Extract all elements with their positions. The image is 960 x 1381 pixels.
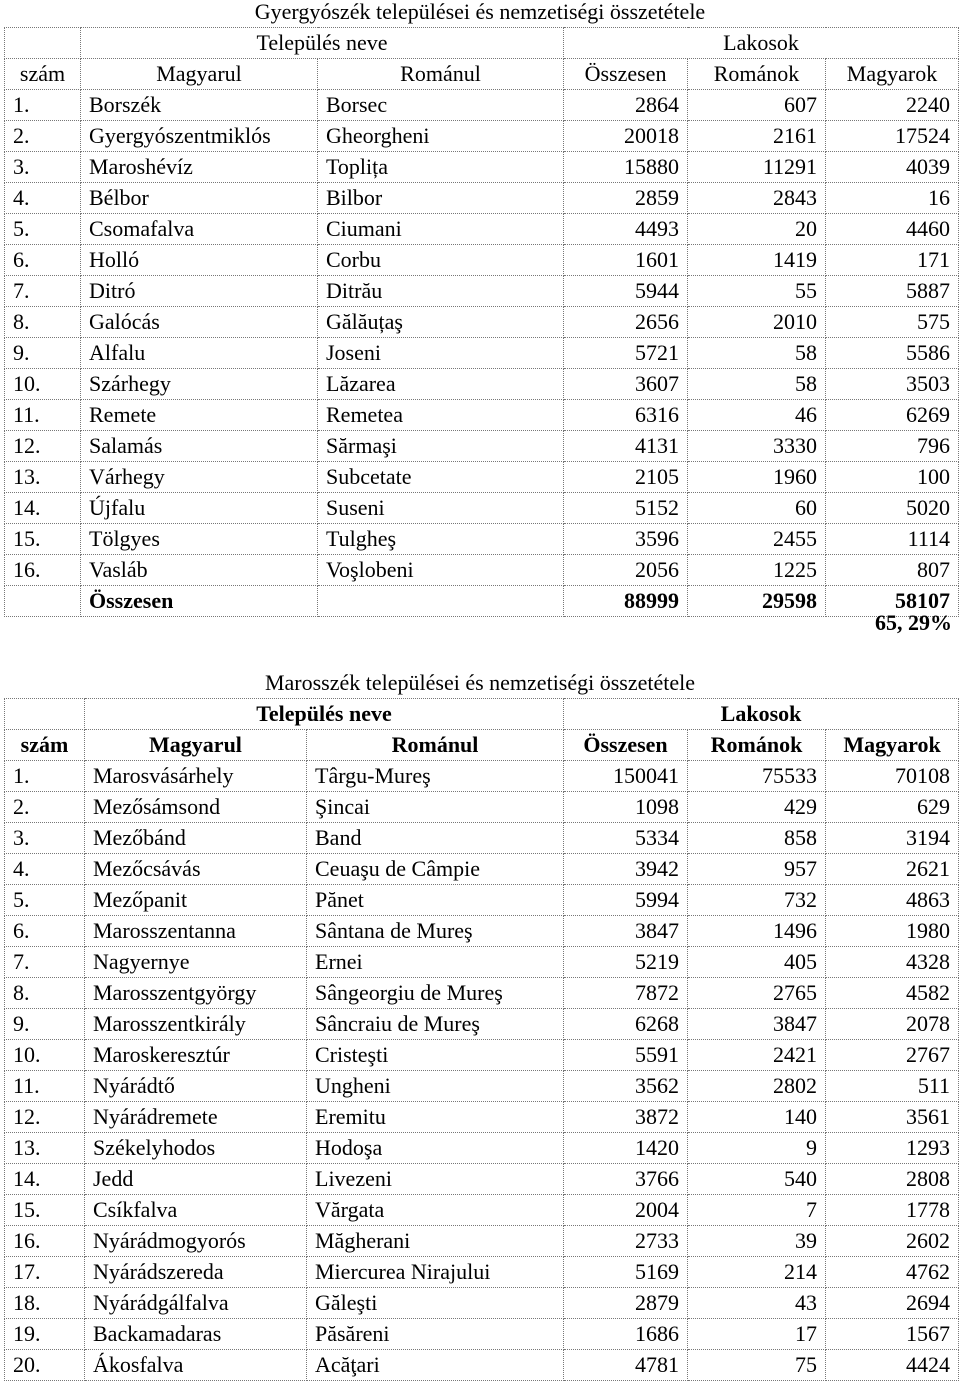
hungarians-count-cell: 17524	[826, 121, 959, 152]
total-population-cell: 3596	[564, 524, 688, 555]
row-number-cell: 8.	[5, 978, 85, 1009]
table-row	[5, 307, 959, 338]
column-header-total-population: Összesen	[564, 730, 688, 761]
group-header-settlement-name: Település neve	[81, 28, 564, 59]
hungarians-count-cell: 70108	[826, 761, 959, 792]
romanian-name-cell: Voşlobeni	[318, 555, 564, 586]
romanian-name-cell: Sărmaşi	[318, 431, 564, 462]
column-header-hungarians-count: Magyarok	[826, 730, 959, 761]
table-row	[5, 854, 959, 885]
hungarian-name-cell: Alfalu	[81, 338, 318, 369]
total-population-cell: 1601	[564, 245, 688, 276]
row-number-cell: 1.	[5, 761, 85, 792]
hungarians-count-cell: 2602	[826, 1226, 959, 1257]
hungarians-count-cell: 5020	[826, 493, 959, 524]
row-number-cell: 12.	[5, 1102, 85, 1133]
romanians-count-cell: 7	[688, 1195, 826, 1226]
romanians-count-cell: 11291	[688, 152, 826, 183]
table-row	[5, 214, 959, 245]
romanian-name-cell: Ditrău	[318, 276, 564, 307]
hungarian-name-cell: Holló	[81, 245, 318, 276]
romanians-count-cell: 3330	[688, 431, 826, 462]
total-population-cell: 2056	[564, 555, 688, 586]
hungarian-name-cell: Jedd	[85, 1164, 307, 1195]
hungarian-name-cell: Csíkfalva	[85, 1195, 307, 1226]
row-number-cell: 8.	[5, 307, 81, 338]
romanians-count-cell: 75	[688, 1350, 826, 1381]
romanians-count-cell: 214	[688, 1257, 826, 1288]
romanians-count-cell: 75533	[688, 761, 826, 792]
romanian-name-cell: Band	[307, 823, 564, 854]
total-population-cell: 3847	[564, 916, 688, 947]
romanian-name-cell: Hodoşa	[307, 1133, 564, 1164]
hungarians-count-cell: 1778	[826, 1195, 959, 1226]
table1-title: Gyergyószék települései és nemzetiségi összetétele	[254, 0, 706, 24]
romanian-name-cell: Vărgata	[307, 1195, 564, 1226]
row-number-cell: 6.	[5, 245, 81, 276]
romanian-name-cell: Joseni	[318, 338, 564, 369]
table-row	[5, 90, 959, 121]
hungarians-count-cell: 100	[826, 462, 959, 493]
hungarians-count-cell: 2240	[826, 90, 959, 121]
table-row	[5, 885, 959, 916]
hungarians-count-cell: 807	[826, 555, 959, 586]
table2-title: Marosszék települései és nemzetiségi összetétele	[264, 670, 696, 695]
column-header-total-population: Összesen	[564, 59, 688, 90]
row-number-cell: 1.	[5, 90, 81, 121]
romanians-count-cell: 140	[688, 1102, 826, 1133]
total-population-cell: 5591	[564, 1040, 688, 1071]
romanian-name-cell: Sântana de Mureş	[307, 916, 564, 947]
hungarian-name-cell: Gyergyószentmiklós	[81, 121, 318, 152]
romanian-name-cell: Târgu-Mureş	[307, 761, 564, 792]
hungarians-count-cell: 2767	[826, 1040, 959, 1071]
hungarians-count-cell: 4582	[826, 978, 959, 1009]
hungarian-name-cell: Tölgyes	[81, 524, 318, 555]
romanians-count-cell: 540	[688, 1164, 826, 1195]
table-row	[5, 1350, 959, 1381]
romanians-count-cell: 1496	[688, 916, 826, 947]
row-number-cell: 2.	[5, 121, 81, 152]
row-number-cell: 3.	[5, 823, 85, 854]
romanians-count-cell: 429	[688, 792, 826, 823]
hungarians-count-cell: 629	[826, 792, 959, 823]
romanian-name-cell: Borsec	[318, 90, 564, 121]
total-population-cell: 4493	[564, 214, 688, 245]
table-row	[5, 792, 959, 823]
hungarian-name-cell: Szárhegy	[81, 369, 318, 400]
total-hungarians-count-cell: 58107	[826, 586, 959, 617]
hungarians-count-cell: 1114	[826, 524, 959, 555]
row-number-cell: 9.	[5, 338, 81, 369]
row-number-cell: 5.	[5, 885, 85, 916]
table1-body	[5, 28, 959, 617]
total-population-cell: 6268	[564, 1009, 688, 1040]
romanian-name-cell: Păsăreni	[307, 1319, 564, 1350]
group-header-row	[5, 28, 959, 59]
romanians-count-cell: 957	[688, 854, 826, 885]
romanian-name-cell: Subcetate	[318, 462, 564, 493]
romanians-count-cell: 2161	[688, 121, 826, 152]
row-number-cell: 6.	[5, 916, 85, 947]
hungarian-name-cell: Mezőcsávás	[85, 854, 307, 885]
hungarian-name-cell: Maroshévíz	[81, 152, 318, 183]
hungarians-count-cell: 4863	[826, 885, 959, 916]
hungarians-count-cell: 4762	[826, 1257, 959, 1288]
total-population-cell: 2859	[564, 183, 688, 214]
total-hungarian-name-cell: Összesen	[81, 586, 318, 617]
total-total-population-cell: 88999	[564, 586, 688, 617]
total-population-cell: 1420	[564, 1133, 688, 1164]
column-header-romanian-name: Románul	[307, 730, 564, 761]
hungarians-count-cell: 3561	[826, 1102, 959, 1133]
table-row	[5, 524, 959, 555]
total-population-cell: 2879	[564, 1288, 688, 1319]
total-population-cell: 3872	[564, 1102, 688, 1133]
romanian-name-cell: Sâncraiu de Mureş	[307, 1009, 564, 1040]
hungarian-name-cell: Borszék	[81, 90, 318, 121]
hungarians-count-cell: 575	[826, 307, 959, 338]
row-number-cell: 3.	[5, 152, 81, 183]
romanian-name-cell: Livezeni	[307, 1164, 564, 1195]
row-number-cell: 17.	[5, 1257, 85, 1288]
hungarian-name-cell: Mezőpanit	[85, 885, 307, 916]
total-population-cell: 2864	[564, 90, 688, 121]
group-header-row	[5, 699, 959, 730]
romanians-count-cell: 1960	[688, 462, 826, 493]
hungarians-count-cell: 2621	[826, 854, 959, 885]
hungarian-name-cell: Remete	[81, 400, 318, 431]
romanians-count-cell: 1225	[688, 555, 826, 586]
romanians-count-cell: 46	[688, 400, 826, 431]
column-header-row	[5, 730, 959, 761]
table-row	[5, 1133, 959, 1164]
hungarian-name-cell: Nyárádremete	[85, 1102, 307, 1133]
empty-header-cell	[5, 699, 85, 730]
hungarian-name-cell: Nyárádszereda	[85, 1257, 307, 1288]
table-row	[5, 152, 959, 183]
gyergyoszek-table	[4, 27, 959, 617]
total-population-cell: 5219	[564, 947, 688, 978]
row-number-cell: 11.	[5, 400, 81, 431]
column-header-row	[5, 59, 959, 90]
row-number-cell: 2.	[5, 792, 85, 823]
hungarian-name-cell: Várhegy	[81, 462, 318, 493]
table-row	[5, 1288, 959, 1319]
total-population-cell: 7872	[564, 978, 688, 1009]
romanian-name-cell: Gălăuțaş	[318, 307, 564, 338]
romanians-count-cell: 20	[688, 214, 826, 245]
total-population-cell: 2733	[564, 1226, 688, 1257]
marosszek-table	[4, 698, 959, 1381]
hungarian-name-cell: Marosszentgyörgy	[85, 978, 307, 1009]
table-row	[5, 1102, 959, 1133]
table-row	[5, 1257, 959, 1288]
table-row	[5, 1319, 959, 1350]
hungarian-name-cell: Ákosfalva	[85, 1350, 307, 1381]
row-number-cell: 4.	[5, 854, 85, 885]
hungarians-count-cell: 171	[826, 245, 959, 276]
table2-body	[5, 699, 959, 1381]
hungarian-name-cell: Marosvásárhely	[85, 761, 307, 792]
total-population-cell: 2004	[564, 1195, 688, 1226]
total-population-cell: 3942	[564, 854, 688, 885]
hungarian-name-cell: Nagyernye	[85, 947, 307, 978]
row-number-cell: 15.	[5, 524, 81, 555]
hungarians-count-cell: 3503	[826, 369, 959, 400]
romanian-name-cell: Gheorgheni	[318, 121, 564, 152]
hungarian-name-cell: Csomafalva	[81, 214, 318, 245]
column-header-hungarian-name: Magyarul	[85, 730, 307, 761]
romanians-count-cell: 3847	[688, 1009, 826, 1040]
romanian-name-cell: Ernei	[307, 947, 564, 978]
table1-percent: 65, 29%	[875, 610, 952, 635]
row-number-cell: 14.	[5, 1164, 85, 1195]
romanians-count-cell: 58	[688, 338, 826, 369]
table-row	[5, 431, 959, 462]
total-population-cell: 5994	[564, 885, 688, 916]
row-number-cell: 4.	[5, 183, 81, 214]
total-population-cell: 4131	[564, 431, 688, 462]
hungarians-count-cell: 796	[826, 431, 959, 462]
romanian-name-cell: Eremitu	[307, 1102, 564, 1133]
total-romanians-count-cell: 29598	[688, 586, 826, 617]
total-population-cell: 150041	[564, 761, 688, 792]
hungarian-name-cell: Nyárádgálfalva	[85, 1288, 307, 1319]
hungarians-count-cell: 4460	[826, 214, 959, 245]
romanians-count-cell: 55	[688, 276, 826, 307]
row-number-cell: 10.	[5, 1040, 85, 1071]
hungarian-name-cell: Nyárádmogyorós	[85, 1226, 307, 1257]
romanians-count-cell: 58	[688, 369, 826, 400]
romanians-count-cell: 1419	[688, 245, 826, 276]
romanians-count-cell: 405	[688, 947, 826, 978]
row-number-cell: 12.	[5, 431, 81, 462]
romanian-name-cell: Suseni	[318, 493, 564, 524]
total-population-cell: 3562	[564, 1071, 688, 1102]
total-population-cell: 5169	[564, 1257, 688, 1288]
romanian-name-cell: Tulgheş	[318, 524, 564, 555]
hungarian-name-cell: Vasláb	[81, 555, 318, 586]
table-row	[5, 183, 959, 214]
table-row	[5, 947, 959, 978]
total-population-cell: 20018	[564, 121, 688, 152]
row-number-cell: 20.	[5, 1350, 85, 1381]
romanian-name-cell: Găleşti	[307, 1288, 564, 1319]
total-population-cell: 2656	[564, 307, 688, 338]
row-number-cell: 18.	[5, 1288, 85, 1319]
group-header-settlement-name: Település neve	[85, 699, 564, 730]
hungarian-name-cell: Mezőbánd	[85, 823, 307, 854]
row-number-cell: 15.	[5, 1195, 85, 1226]
hungarians-count-cell: 3194	[826, 823, 959, 854]
total-row-number-cell	[5, 586, 81, 617]
hungarians-count-cell: 4328	[826, 947, 959, 978]
hungarians-count-cell: 5887	[826, 276, 959, 307]
romanians-count-cell: 2765	[688, 978, 826, 1009]
hungarian-name-cell: Backamadaras	[85, 1319, 307, 1350]
column-header-romanian-name: Románul	[318, 59, 564, 90]
romanian-name-cell: Şincai	[307, 792, 564, 823]
hungarian-name-cell: Marosszentkirály	[85, 1009, 307, 1040]
total-population-cell: 15880	[564, 152, 688, 183]
hungarians-count-cell: 1567	[826, 1319, 959, 1350]
hungarian-name-cell: Székelyhodos	[85, 1133, 307, 1164]
total-population-cell: 2105	[564, 462, 688, 493]
romanians-count-cell: 2010	[688, 307, 826, 338]
romanian-name-cell: Lăzarea	[318, 369, 564, 400]
hungarians-count-cell: 5586	[826, 338, 959, 369]
total-population-cell: 5334	[564, 823, 688, 854]
romanian-name-cell: Ceuaşu de Câmpie	[307, 854, 564, 885]
total-population-cell: 1686	[564, 1319, 688, 1350]
romanian-name-cell: Măgherani	[307, 1226, 564, 1257]
hungarian-name-cell: Maroskeresztúr	[85, 1040, 307, 1071]
hungarian-name-cell: Ditró	[81, 276, 318, 307]
romanian-name-cell: Sângeorgiu de Mureş	[307, 978, 564, 1009]
hungarians-count-cell: 1293	[826, 1133, 959, 1164]
hungarians-count-cell: 2808	[826, 1164, 959, 1195]
romanians-count-cell: 43	[688, 1288, 826, 1319]
table-row	[5, 1195, 959, 1226]
romanian-name-cell: Corbu	[318, 245, 564, 276]
romanians-count-cell: 858	[688, 823, 826, 854]
table-row	[5, 1009, 959, 1040]
total-population-cell: 6316	[564, 400, 688, 431]
romanian-name-cell: Ciumani	[318, 214, 564, 245]
hungarians-count-cell: 1980	[826, 916, 959, 947]
hungarian-name-cell: Bélbor	[81, 183, 318, 214]
column-header-row-number: szám	[5, 59, 81, 90]
hungarians-count-cell: 6269	[826, 400, 959, 431]
total-population-cell: 5152	[564, 493, 688, 524]
hungarian-name-cell: Galócás	[81, 307, 318, 338]
table-row	[5, 761, 959, 792]
romanian-name-cell: Toplița	[318, 152, 564, 183]
total-population-cell: 5721	[564, 338, 688, 369]
table-row	[5, 338, 959, 369]
total-population-cell: 3766	[564, 1164, 688, 1195]
row-number-cell: 9.	[5, 1009, 85, 1040]
romanians-count-cell: 2843	[688, 183, 826, 214]
total-population-cell: 5944	[564, 276, 688, 307]
table-row	[5, 462, 959, 493]
table-row	[5, 369, 959, 400]
table-row	[5, 916, 959, 947]
table-row	[5, 1226, 959, 1257]
row-number-cell: 19.	[5, 1319, 85, 1350]
romanians-count-cell: 732	[688, 885, 826, 916]
group-header-population: Lakosok	[564, 28, 959, 59]
romanian-name-cell: Pănet	[307, 885, 564, 916]
row-number-cell: 11.	[5, 1071, 85, 1102]
table-row	[5, 1071, 959, 1102]
column-header-hungarian-name: Magyarul	[81, 59, 318, 90]
romanians-count-cell: 60	[688, 493, 826, 524]
row-number-cell: 7.	[5, 276, 81, 307]
column-header-romanians-count: Románok	[688, 59, 826, 90]
hungarian-name-cell: Salamás	[81, 431, 318, 462]
row-number-cell: 7.	[5, 947, 85, 978]
total-population-cell: 1098	[564, 792, 688, 823]
table-row	[5, 121, 959, 152]
hungarian-name-cell: Nyárádtő	[85, 1071, 307, 1102]
row-number-cell: 13.	[5, 462, 81, 493]
romanian-name-cell: Ungheni	[307, 1071, 564, 1102]
table-row	[5, 276, 959, 307]
romanians-count-cell: 2421	[688, 1040, 826, 1071]
hungarians-count-cell: 2694	[826, 1288, 959, 1319]
table-row	[5, 493, 959, 524]
total-romanian-name-cell	[318, 586, 564, 617]
row-number-cell: 10.	[5, 369, 81, 400]
romanians-count-cell: 2455	[688, 524, 826, 555]
empty-header-cell	[5, 28, 81, 59]
total-row	[5, 586, 959, 617]
romanian-name-cell: Bilbor	[318, 183, 564, 214]
table-row	[5, 400, 959, 431]
hungarians-count-cell: 4424	[826, 1350, 959, 1381]
romanians-count-cell: 9	[688, 1133, 826, 1164]
romanians-count-cell: 2802	[688, 1071, 826, 1102]
romanian-name-cell: Acăţari	[307, 1350, 564, 1381]
total-population-cell: 4781	[564, 1350, 688, 1381]
romanians-count-cell: 39	[688, 1226, 826, 1257]
hungarian-name-cell: Újfalu	[81, 493, 318, 524]
column-header-hungarians-count: Magyarok	[826, 59, 959, 90]
table-row	[5, 245, 959, 276]
hungarian-name-cell: Mezősámsond	[85, 792, 307, 823]
table-row	[5, 555, 959, 586]
romanians-count-cell: 607	[688, 90, 826, 121]
romanians-count-cell: 17	[688, 1319, 826, 1350]
column-header-romanians-count: Románok	[688, 730, 826, 761]
row-number-cell: 13.	[5, 1133, 85, 1164]
row-number-cell: 14.	[5, 493, 81, 524]
row-number-cell: 16.	[5, 555, 81, 586]
hungarians-count-cell: 2078	[826, 1009, 959, 1040]
table-row	[5, 1040, 959, 1071]
romanian-name-cell: Remetea	[318, 400, 564, 431]
table-row	[5, 978, 959, 1009]
column-header-row-number: szám	[5, 730, 85, 761]
hungarians-count-cell: 16	[826, 183, 959, 214]
hungarians-count-cell: 4039	[826, 152, 959, 183]
row-number-cell: 16.	[5, 1226, 85, 1257]
row-number-cell: 5.	[5, 214, 81, 245]
hungarians-count-cell: 511	[826, 1071, 959, 1102]
group-header-population: Lakosok	[564, 699, 959, 730]
total-population-cell: 3607	[564, 369, 688, 400]
hungarian-name-cell: Marosszentanna	[85, 916, 307, 947]
table-row	[5, 1164, 959, 1195]
romanian-name-cell: Miercurea Nirajului	[307, 1257, 564, 1288]
table-row	[5, 823, 959, 854]
romanian-name-cell: Cristeşti	[307, 1040, 564, 1071]
